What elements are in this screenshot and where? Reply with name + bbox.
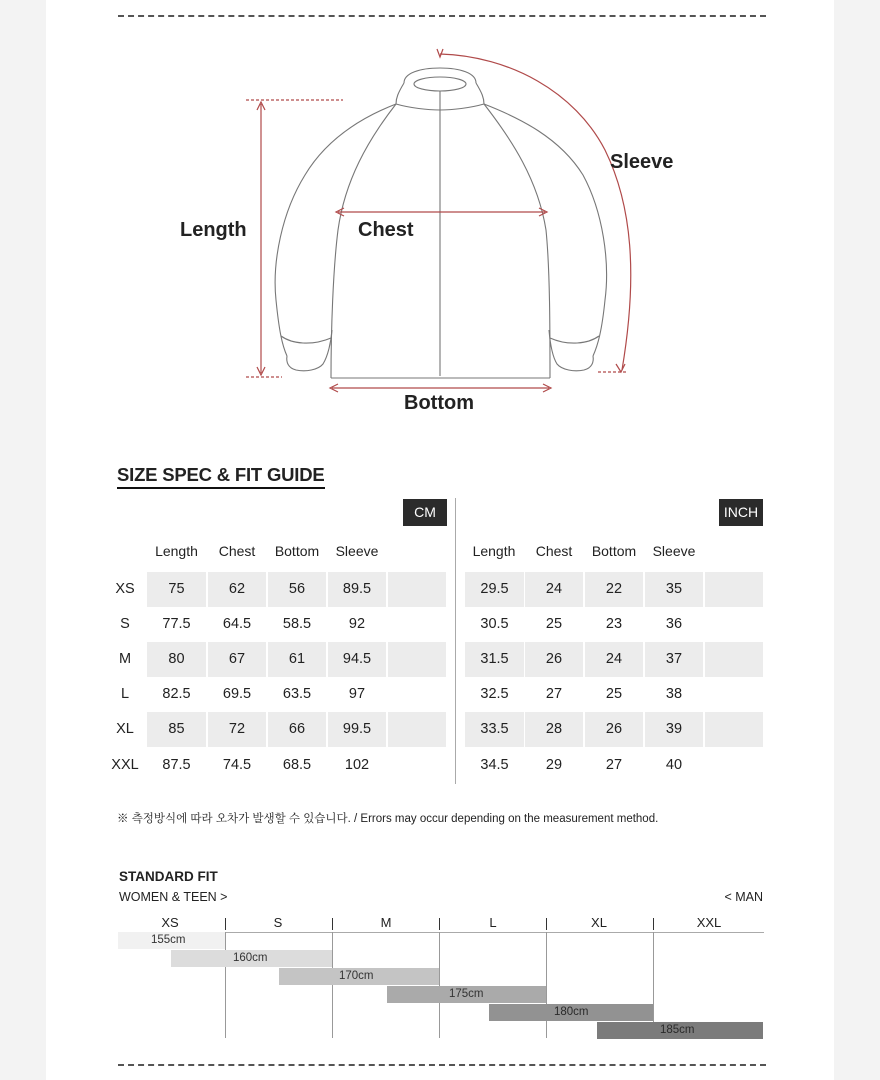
inch-value-cell: 38 [665, 686, 683, 702]
inch-empty-cell [705, 748, 763, 783]
cm-value-cell: 66 [268, 712, 326, 747]
size-row-label: L [120, 686, 130, 702]
cm-header-sleeve: Sleeve [335, 543, 379, 559]
cm-value-cell: 67 [208, 642, 266, 677]
inch-value-cell: 27 [605, 757, 623, 773]
cm-inch-divider [455, 498, 456, 784]
fit-size-label: XS [161, 915, 179, 930]
inch-value-cell: 30.5 [480, 616, 509, 632]
inch-value-cell: 34.5 [480, 757, 509, 773]
height-fit-label: 160cm [233, 952, 268, 964]
women-teen-label: WOMEN & TEEN > [119, 890, 228, 904]
sleeve-label: Sleeve [610, 151, 674, 173]
inch-unit-badge: INCH [719, 499, 763, 526]
inch-header-bottom: Bottom [591, 543, 637, 559]
inch-empty-cell [705, 712, 763, 747]
bottom-label: Bottom [404, 392, 474, 414]
cm-value-cell: 102 [344, 757, 370, 773]
inch-value-cell: 27 [545, 686, 563, 702]
height-fit-label: 155cm [151, 934, 186, 946]
cm-value-cell: 69.5 [222, 686, 252, 702]
size-spec-title-wrap [117, 464, 325, 489]
height-fit-bar [171, 950, 332, 967]
inch-value-cell: 37 [645, 642, 703, 677]
cm-value-cell: 87.5 [162, 757, 191, 773]
inch-header-chest: Chest [535, 543, 573, 559]
inch-value-cell: 29 [545, 757, 563, 773]
inch-value-cell: 23 [605, 616, 623, 632]
cm-header-bottom: Bottom [274, 543, 320, 559]
cm-value-cell: 97 [348, 686, 366, 702]
cm-value-cell: 75 [147, 572, 206, 607]
cm-header-chest: Chest [218, 543, 256, 559]
fit-grid-line [546, 932, 547, 1038]
standard-fit-title: STANDARD FIT [119, 869, 218, 884]
cm-value-cell: 72 [208, 712, 266, 747]
height-fit-label: 170cm [339, 970, 374, 982]
height-fit-bar [118, 932, 225, 949]
jacket-diagram [0, 0, 880, 440]
cm-empty-cell [388, 642, 446, 677]
inch-value-cell: 40 [665, 757, 683, 773]
inch-value-cell: 29.5 [465, 572, 524, 607]
size-spec-title: SIZE SPEC & FIT GUIDE [117, 464, 325, 489]
cm-value-cell: 99.5 [328, 712, 386, 747]
inch-value-cell: 31.5 [465, 642, 524, 677]
height-fit-label: 175cm [449, 988, 484, 1000]
cm-value-cell: 85 [147, 712, 206, 747]
cm-empty-cell [388, 677, 446, 712]
fit-size-label: S [273, 915, 283, 930]
size-row-label: XS [115, 581, 135, 597]
jacket-right-outline [476, 83, 607, 356]
inch-value-cell: 28 [525, 712, 583, 747]
inch-value-cell: 25 [605, 686, 623, 702]
size-row-label: M [118, 651, 132, 667]
cm-value-cell: 74.5 [222, 757, 252, 773]
fit-size-tick [332, 918, 333, 930]
cm-empty-cell [388, 607, 446, 642]
height-fit-label: 185cm [660, 1024, 695, 1036]
fit-grid-line [439, 932, 440, 1038]
measurement-note: ※ 측정방식에 따라 오차가 발생할 수 있습니다. / Errors may occur depending on the measurement method. [117, 813, 659, 825]
cm-value-cell: 58.5 [282, 616, 312, 632]
height-fit-bar [489, 1004, 653, 1021]
fit-grid-line [225, 932, 226, 1038]
length-label: Length [180, 219, 247, 241]
inch-value-cell: 33.5 [465, 712, 524, 747]
height-fit-bar [597, 1022, 763, 1039]
chest-label: Chest [358, 219, 414, 241]
fit-size-label: L [489, 915, 497, 930]
size-row-label: XXL [111, 757, 139, 773]
fit-size-label: XL [591, 915, 607, 930]
cm-value-cell: 64.5 [222, 616, 252, 632]
inch-value-cell: 26 [585, 712, 643, 747]
height-fit-label: 180cm [554, 1006, 589, 1018]
jacket-collar [414, 77, 466, 91]
cm-value-cell: 61 [268, 642, 326, 677]
fit-grid-line [332, 932, 333, 1038]
inch-value-cell: 22 [585, 572, 643, 607]
inch-value-cell: 36 [665, 616, 683, 632]
inch-value-cell: 35 [645, 572, 703, 607]
cm-value-cell: 63.5 [282, 686, 312, 702]
cm-value-cell: 56 [268, 572, 326, 607]
cm-value-cell: 68.5 [282, 757, 312, 773]
inch-header-length: Length [472, 543, 516, 559]
fit-size-label: M [380, 915, 392, 930]
bottom-dashed-divider [118, 1064, 766, 1066]
inch-empty-cell [705, 572, 763, 607]
inch-header-sleeve: Sleeve [652, 543, 696, 559]
cm-value-cell: 92 [348, 616, 366, 632]
inch-value-cell: 32.5 [480, 686, 509, 702]
cm-empty-cell [388, 712, 446, 747]
cm-empty-cell [388, 748, 446, 783]
fit-size-tick [439, 918, 440, 930]
height-fit-bar [387, 986, 546, 1003]
cm-value-cell: 77.5 [162, 616, 191, 632]
size-row-label: S [120, 616, 130, 632]
inch-value-cell: 24 [585, 642, 643, 677]
cm-value-cell: 82.5 [162, 686, 191, 702]
cm-value-cell: 89.5 [328, 572, 386, 607]
fit-size-tick [653, 918, 654, 930]
fit-size-tick [546, 918, 547, 930]
inch-value-cell: 26 [525, 642, 583, 677]
cm-value-cell: 80 [147, 642, 206, 677]
inch-empty-cell [705, 607, 763, 642]
fit-size-tick [225, 918, 226, 930]
cm-header-length: Length [155, 543, 198, 559]
cm-value-cell: 62 [208, 572, 266, 607]
inch-value-cell: 24 [525, 572, 583, 607]
height-fit-bar [279, 968, 439, 985]
size-row-label: XL [116, 721, 134, 737]
fit-size-label: XXL [696, 915, 722, 930]
cm-unit-badge: CM [403, 499, 447, 526]
man-label: < MAN [724, 890, 763, 904]
inch-value-cell: 25 [545, 616, 563, 632]
inch-value-cell: 39 [645, 712, 703, 747]
cm-empty-cell [388, 572, 446, 607]
inch-empty-cell [705, 642, 763, 677]
cm-value-cell: 94.5 [328, 642, 386, 677]
inch-empty-cell [705, 677, 763, 712]
